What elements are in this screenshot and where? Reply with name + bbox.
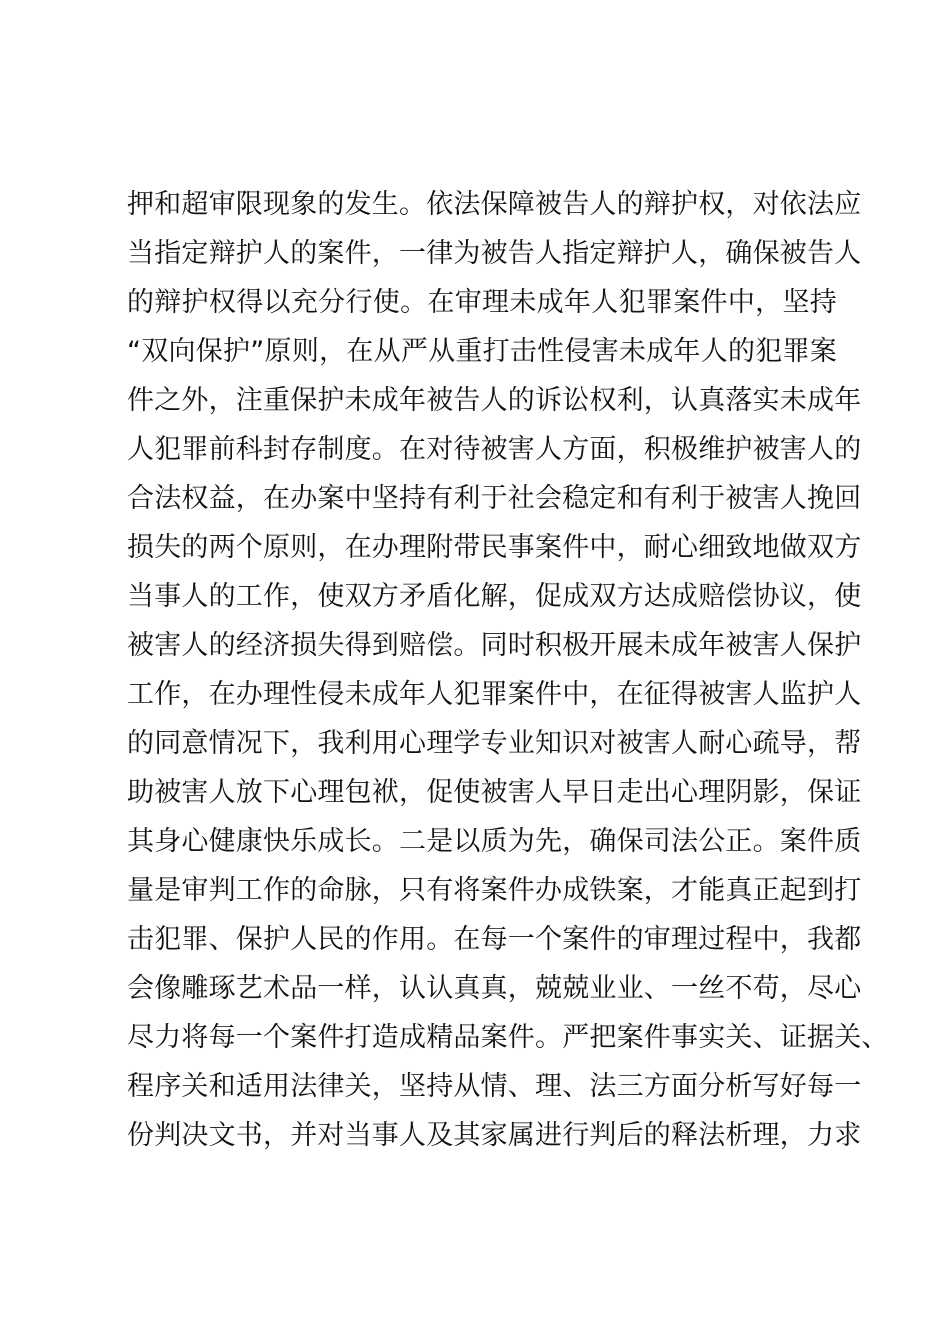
text-line: 损失的两个原则，在办理附带民事案件中，耐心细致地做双方 (127, 532, 862, 563)
text-line: 被害人的经济损失得到赔偿。同时积极开展未成年被害人保护 (127, 630, 862, 661)
text-line: 件之外，注重保护未成年被告人的诉讼权利，认真落实未成年 (127, 385, 862, 416)
text-line: 尽力将每一个案件打造成精品案件。严把案件事实关、证据关、 (127, 1022, 889, 1053)
text-line: 程序关和适用法律关，坚持从情、理、法三方面分析写好每一 (127, 1071, 862, 1102)
body-paragraph (127, 180, 889, 1160)
text-line: 人犯罪前科封存制度。在对待被害人方面，积极维护被害人的 (127, 434, 862, 465)
text-line: 当事人的工作，使双方矛盾化解，促成双方达成赔偿协议，使 (127, 581, 862, 612)
text-line: 当指定辩护人的案件，一律为被告人指定辩护人，确保被告人 (127, 238, 862, 269)
text-line: 会像雕琢艺术品一样，认认真真，兢兢业业、一丝不苟，尽心 (127, 973, 862, 1004)
text-line: “双向保护”原则，在从严从重打击性侵害未成年人的犯罪案 (127, 336, 837, 367)
text-line: 份判决文书，并对当事人及其家属进行判后的释法析理，力求 (127, 1120, 862, 1151)
text-line: 的同意情况下，我利用心理学专业知识对被害人耐心疏导，帮 (127, 728, 862, 759)
text-line: 助被害人放下心理包袱，促使被害人早日走出心理阴影，保证 (127, 777, 862, 808)
text-line: 其身心健康快乐成长。二是以质为先，确保司法公正。案件质 (127, 826, 862, 857)
text-line: 合法权益，在办案中坚持有利于社会稳定和有利于被害人挽回 (127, 483, 862, 514)
text-line: 工作，在办理性侵未成年人犯罪案件中，在征得被害人监护人 (127, 679, 862, 710)
text-line: 押和超审限现象的发生。依法保障被告人的辩护权，对依法应 (127, 189, 862, 220)
text-line: 量是审判工作的命脉，只有将案件办成铁案，才能真正起到打 (127, 875, 862, 906)
text-line: 的辩护权得以充分行使。在审理未成年人犯罪案件中，坚持 (127, 287, 837, 318)
text-line: 击犯罪、保护人民的作用。在每一个案件的审理过程中，我都 (127, 924, 862, 955)
